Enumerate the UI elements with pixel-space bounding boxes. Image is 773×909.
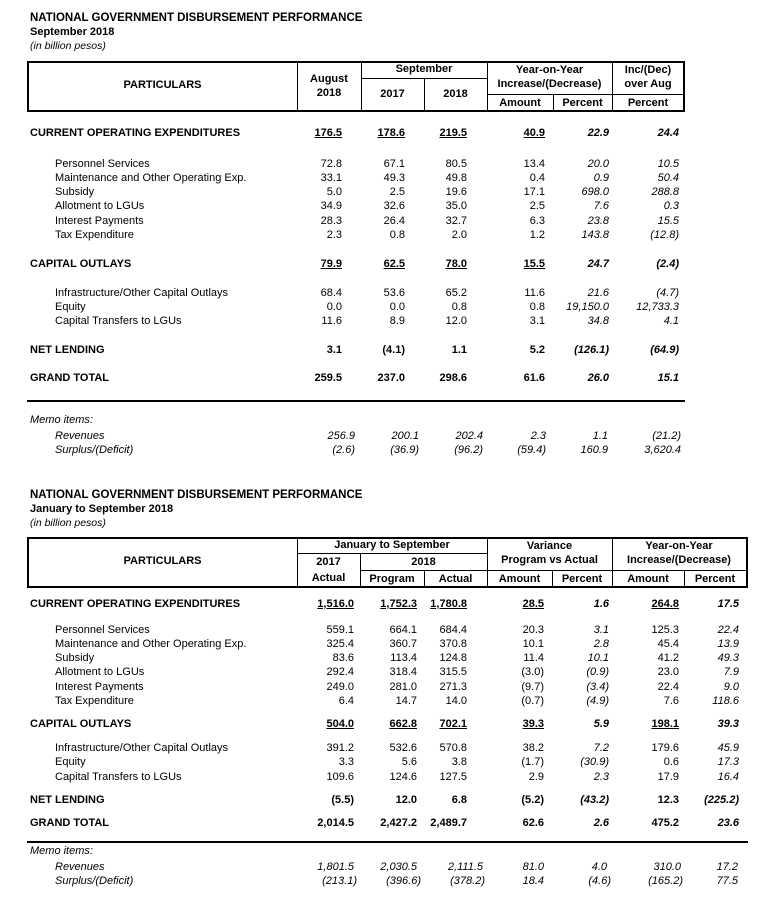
cell: 264.8 — [651, 598, 679, 610]
cell: 3.1 — [529, 315, 545, 327]
table1-row — [0, 314, 773, 328]
cell: 5.2 — [529, 344, 545, 356]
cell: 0.9 — [593, 172, 609, 184]
table1-unit: (in billion pesos) — [30, 40, 106, 52]
table2-unit: (in billion pesos) — [30, 517, 106, 529]
table2-row — [0, 816, 773, 830]
table1-row — [0, 214, 773, 228]
cell: 4.1 — [663, 315, 679, 327]
row-label: GRAND TOTAL — [30, 817, 110, 829]
cell: 559.1 — [326, 624, 354, 636]
row-label: Personnel Services — [55, 158, 150, 170]
cell: (225.2) — [704, 794, 739, 806]
cell: 2,030.5 — [380, 861, 417, 873]
table1-header-yoy: Year-on-Year — [515, 64, 584, 76]
cell: 360.7 — [389, 638, 417, 650]
cell: (378.2) — [450, 875, 485, 887]
cell: 23.6 — [717, 817, 739, 829]
cell: 0.6 — [663, 756, 679, 768]
cell: 5.9 — [593, 718, 609, 730]
table1-header-amount: Amount — [499, 97, 541, 109]
table1-title: NATIONAL GOVERNMENT DISBURSEMENT PERFORMANCE — [30, 12, 363, 24]
cell: (9.7) — [521, 681, 544, 693]
cell: (96.2) — [454, 444, 483, 456]
table2-bottom-rule — [27, 841, 748, 843]
row-label: Surplus/(Deficit) — [55, 444, 134, 456]
table1-memo-row — [0, 429, 773, 443]
row-label: Tax Expenditure — [55, 229, 134, 241]
cell: 200.1 — [391, 430, 419, 442]
cell: 35.0 — [445, 200, 467, 212]
cell: 127.5 — [439, 771, 467, 783]
cell: 475.2 — [651, 817, 679, 829]
row-label: Personnel Services — [55, 624, 150, 636]
cell: 62.5 — [383, 258, 405, 270]
row-label: Equity — [55, 301, 86, 313]
row-label: GRAND TOTAL — [30, 372, 110, 384]
cell: 12.0 — [445, 315, 467, 327]
cell: 17.2 — [716, 861, 738, 873]
cell: 318.4 — [389, 666, 417, 678]
cell: 45.4 — [657, 638, 679, 650]
cell: 6.3 — [529, 215, 545, 227]
cell: 11.6 — [524, 287, 545, 299]
cell: 249.0 — [326, 681, 354, 693]
cell: 124.8 — [439, 652, 467, 664]
table2-period: January to September 2018 — [30, 503, 174, 515]
cell: 0.8 — [451, 301, 467, 313]
cell: 2,489.7 — [430, 817, 467, 829]
row-label: Interest Payments — [55, 681, 144, 693]
cell: 4.0 — [591, 861, 607, 873]
cell: 34.8 — [587, 315, 609, 327]
table1-header-particulars: PARTICULARS — [123, 79, 202, 91]
cell: (213.1) — [322, 875, 357, 887]
row-label: CAPITAL OUTLAYS — [30, 718, 132, 730]
cell: (4.6) — [588, 875, 611, 887]
row-label: CURRENT OPERATING EXPENDITURES — [30, 127, 241, 139]
cell: 80.5 — [445, 158, 467, 170]
cell: 41.2 — [657, 652, 679, 664]
cell: 11.6 — [321, 315, 342, 327]
cell: 1.6 — [593, 598, 609, 610]
cell: (2.4) — [656, 258, 679, 270]
table2-row — [0, 793, 773, 807]
cell: 11.4 — [523, 652, 544, 664]
cell: 288.8 — [651, 186, 679, 198]
cell: 32.6 — [383, 200, 405, 212]
table1-row — [0, 228, 773, 242]
table2-header-incdec: Increase/(Decrease) — [627, 554, 731, 566]
cell: 2.6 — [593, 817, 609, 829]
cell: (165.2) — [648, 875, 683, 887]
cell: (21.2) — [652, 430, 681, 442]
cell: 125.3 — [651, 624, 679, 636]
cell: 0.3 — [663, 200, 679, 212]
cell: 325.4 — [326, 638, 354, 650]
cell: 26.0 — [587, 372, 609, 384]
cell: 1,752.3 — [380, 598, 417, 610]
cell: 77.5 — [716, 875, 738, 887]
cell: 504.0 — [326, 718, 354, 730]
cell: 2.0 — [451, 229, 467, 241]
cell: 12.3 — [657, 794, 679, 806]
cell: 61.6 — [523, 372, 545, 384]
cell: 17.5 — [717, 598, 739, 610]
cell: 1,516.0 — [317, 598, 354, 610]
cell: 15.5 — [523, 258, 545, 270]
row-label: Infrastructure/Other Capital Outlays — [55, 742, 229, 754]
cell: 49.3 — [383, 172, 405, 184]
table2-header-2017: 2017 — [316, 556, 341, 568]
cell: (0.7) — [521, 695, 544, 707]
cell: 0.4 — [529, 172, 545, 184]
cell: (36.9) — [390, 444, 419, 456]
table2-header-amount: Amount — [498, 573, 541, 585]
table2-header-pva: Program vs Actual — [501, 554, 598, 566]
cell: 2,111.5 — [447, 861, 483, 873]
cell: 1,801.5 — [317, 861, 354, 873]
cell: 0.0 — [326, 301, 342, 313]
cell: (4.7) — [656, 287, 679, 299]
table1-row — [0, 371, 773, 385]
cell: 7.9 — [723, 666, 739, 678]
cell: 179.6 — [651, 742, 679, 754]
row-label: Tax Expenditure — [55, 695, 134, 707]
cell: 83.6 — [332, 652, 354, 664]
table1-row — [0, 286, 773, 300]
table2-memo-row — [0, 874, 773, 888]
cell: 12.0 — [395, 794, 417, 806]
cell: 2.5 — [529, 200, 545, 212]
row-label: Allotment to LGUs — [55, 200, 145, 212]
row-label: Subsidy — [55, 186, 95, 198]
cell: 45.9 — [717, 742, 739, 754]
cell: 2,014.5 — [317, 817, 354, 829]
table2-memo-label: Memo items: — [30, 845, 93, 857]
table2-row — [0, 770, 773, 784]
table2-header-percent: Percent — [561, 573, 603, 585]
cell: (3.0) — [521, 666, 544, 678]
cell: (12.8) — [650, 229, 679, 241]
cell: 65.2 — [445, 287, 467, 299]
table1-header-august: August — [310, 73, 348, 85]
table2-row — [0, 680, 773, 694]
cell: 698.0 — [581, 186, 609, 198]
table1-header-september: September — [395, 63, 453, 75]
table2-row — [0, 741, 773, 755]
row-label: CURRENT OPERATING EXPENDITURES — [30, 598, 241, 610]
row-label: Maintenance and Other Operating Exp. — [55, 172, 247, 184]
row-label: Infrastructure/Other Capital Outlays — [55, 287, 229, 299]
table1-header-incdec2: Inc/(Dec) — [624, 64, 672, 76]
table1-row — [0, 185, 773, 199]
row-label: NET LENDING — [30, 794, 105, 806]
row-label: Revenues — [55, 861, 105, 873]
row-label: Subsidy — [55, 652, 95, 664]
table1-row — [0, 300, 773, 314]
cell: (3.4) — [586, 681, 609, 693]
cell: 176.5 — [314, 127, 342, 139]
cell: (30.9) — [580, 756, 609, 768]
cell: 78.0 — [445, 258, 467, 270]
table2-header-program: Program — [369, 573, 415, 585]
cell: 2.3 — [530, 430, 546, 442]
cell: 24.7 — [587, 258, 609, 270]
row-label: Surplus/(Deficit) — [55, 875, 134, 887]
table2-header-percent2: Percent — [694, 573, 736, 585]
cell: 32.7 — [445, 215, 467, 227]
cell: 49.3 — [717, 652, 739, 664]
table2-row — [0, 717, 773, 731]
cell: 15.5 — [657, 215, 679, 227]
cell: 49.8 — [445, 172, 467, 184]
cell: 684.4 — [439, 624, 467, 636]
table2-row — [0, 623, 773, 637]
cell: 12,733.3 — [636, 301, 679, 313]
cell: 3.1 — [593, 624, 609, 636]
cell: 298.6 — [439, 372, 467, 384]
cell: 22.9 — [587, 127, 609, 139]
row-label: Capital Transfers to LGUs — [55, 315, 182, 327]
cell: 26.4 — [383, 215, 405, 227]
cell: 17.9 — [657, 771, 679, 783]
cell: 8.9 — [389, 315, 405, 327]
cell: 1.1 — [592, 430, 608, 442]
cell: 1.2 — [529, 229, 545, 241]
cell: 10.5 — [657, 158, 679, 170]
cell: 79.9 — [320, 258, 342, 270]
table1-row — [0, 157, 773, 171]
cell: 1.1 — [451, 344, 467, 356]
cell: 281.0 — [389, 681, 417, 693]
cell: 3,620.4 — [644, 444, 681, 456]
table2-row — [0, 597, 773, 611]
cell: 10.1 — [587, 652, 609, 664]
cell: 219.5 — [439, 127, 467, 139]
cell: (64.9) — [650, 344, 679, 356]
table2-header-2018: 2018 — [411, 556, 436, 568]
cell: 2.5 — [389, 186, 405, 198]
cell: 20.0 — [587, 158, 609, 170]
cell: 271.3 — [439, 681, 467, 693]
table2-row — [0, 637, 773, 651]
cell: 2,427.2 — [380, 817, 417, 829]
cell: 3.8 — [451, 756, 467, 768]
table1-period: September 2018 — [30, 26, 115, 38]
row-label: Allotment to LGUs — [55, 666, 145, 678]
table2-header-variance: Variance — [526, 540, 573, 552]
cell: 40.9 — [523, 127, 545, 139]
cell: 160.9 — [580, 444, 608, 456]
table2-row — [0, 755, 773, 769]
cell: (4.9) — [586, 695, 609, 707]
cell: 10.1 — [522, 638, 544, 650]
row-label: Revenues — [55, 430, 105, 442]
cell: 21.6 — [587, 287, 609, 299]
table2-title: NATIONAL GOVERNMENT DISBURSEMENT PERFORMANCE — [30, 489, 363, 501]
table1-row — [0, 257, 773, 271]
cell: 5.0 — [326, 186, 342, 198]
cell: 3.1 — [326, 344, 342, 356]
cell: (5.2) — [521, 794, 544, 806]
cell: (2.6) — [332, 444, 355, 456]
cell: 23.0 — [657, 666, 679, 678]
cell: 17.1 — [523, 186, 545, 198]
table2-row — [0, 665, 773, 679]
cell: 664.1 — [389, 624, 417, 636]
cell: 81.0 — [522, 861, 544, 873]
table1-row — [0, 171, 773, 185]
cell: 22.4 — [717, 624, 739, 636]
cell: 6.8 — [451, 794, 467, 806]
cell: 662.8 — [389, 718, 417, 730]
cell: 14.0 — [445, 695, 467, 707]
table2-header-actual: Actual — [438, 573, 473, 585]
table1-header-percent: Percent — [562, 97, 603, 109]
table1-header-august-year: 2018 — [316, 87, 342, 99]
cell: 178.6 — [377, 127, 405, 139]
cell: 2.3 — [326, 229, 342, 241]
cell: 13.4 — [523, 158, 545, 170]
cell: 370.8 — [439, 638, 467, 650]
cell: 38.2 — [522, 742, 544, 754]
cell: (396.6) — [386, 875, 421, 887]
cell: 53.6 — [383, 287, 405, 299]
cell: (126.1) — [574, 344, 609, 356]
cell: 315.5 — [439, 666, 467, 678]
cell: 20.3 — [522, 624, 544, 636]
table2-row — [0, 651, 773, 665]
cell: 259.5 — [314, 372, 342, 384]
cell: 33.1 — [320, 172, 342, 184]
row-label: Interest Payments — [55, 215, 144, 227]
cell: (1.7) — [521, 756, 544, 768]
table1-bottom-rule — [27, 400, 685, 402]
row-label: NET LENDING — [30, 344, 105, 356]
table2-header-amount2: Amount — [627, 573, 669, 585]
cell: 68.4 — [320, 287, 342, 299]
cell: 67.1 — [383, 158, 405, 170]
cell: 0.8 — [529, 301, 545, 313]
cell: 13.9 — [717, 638, 739, 650]
cell: 7.2 — [593, 742, 609, 754]
cell: 124.6 — [389, 771, 417, 783]
table2-header-particulars: PARTICULARS — [123, 555, 202, 567]
cell: 18.4 — [522, 875, 544, 887]
cell: 256.9 — [327, 430, 355, 442]
row-label: Maintenance and Other Operating Exp. — [55, 638, 247, 650]
cell: 9.0 — [723, 681, 739, 693]
cell: 109.6 — [326, 771, 354, 783]
cell: 19.6 — [445, 186, 467, 198]
cell: 198.1 — [651, 718, 679, 730]
cell: (0.9) — [586, 666, 609, 678]
cell: 0.0 — [389, 301, 405, 313]
cell: 6.4 — [338, 695, 354, 707]
cell: 17.3 — [717, 756, 739, 768]
cell: 702.1 — [439, 718, 467, 730]
cell: 19,150.0 — [566, 301, 609, 313]
table1-header-2018: 2018 — [443, 88, 468, 100]
table1-header-percent2: Percent — [627, 97, 669, 109]
row-label: Equity — [55, 756, 86, 768]
cell: 202.4 — [455, 430, 483, 442]
cell: 24.4 — [657, 127, 679, 139]
cell: 292.4 — [326, 666, 354, 678]
cell: 2.8 — [593, 638, 609, 650]
cell: 7.6 — [663, 695, 679, 707]
cell: 14.7 — [395, 695, 417, 707]
cell: 237.0 — [377, 372, 405, 384]
table1-row — [0, 343, 773, 357]
table2-memo-row — [0, 860, 773, 874]
cell: (5.5) — [331, 794, 354, 806]
cell: (43.2) — [580, 794, 609, 806]
table1-header-incdec: Increase/(Decrease) — [497, 78, 602, 90]
table2-header-2017-actual: Actual — [311, 572, 346, 584]
table2-header-jansep: January to September — [334, 539, 450, 551]
cell: 28.5 — [522, 598, 544, 610]
cell: 23.8 — [587, 215, 609, 227]
cell: 28.3 — [320, 215, 342, 227]
cell: 72.8 — [320, 158, 342, 170]
table1-memo-label: Memo items: — [30, 414, 93, 426]
cell: 7.6 — [593, 200, 609, 212]
cell: (59.4) — [517, 444, 546, 456]
cell: 62.6 — [522, 817, 544, 829]
cell: 3.3 — [338, 756, 354, 768]
cell: (4.1) — [382, 344, 405, 356]
table1-header-2017: 2017 — [380, 88, 405, 100]
cell: 118.6 — [712, 695, 739, 707]
cell: 143.8 — [581, 229, 609, 241]
cell: 2.9 — [528, 771, 544, 783]
row-label: CAPITAL OUTLAYS — [30, 258, 132, 270]
row-label: Capital Transfers to LGUs — [55, 771, 182, 783]
cell: 532.6 — [389, 742, 417, 754]
cell: 15.1 — [657, 372, 679, 384]
cell: 50.4 — [657, 172, 679, 184]
table2-header-yoy: Year-on-Year — [645, 540, 713, 552]
table2-row — [0, 694, 773, 708]
cell: 0.8 — [389, 229, 405, 241]
cell: 1,780.8 — [430, 598, 467, 610]
table1-header-overaug: over Aug — [624, 78, 672, 90]
table1-row — [0, 199, 773, 213]
cell: 34.9 — [320, 200, 342, 212]
table1-memo-row — [0, 443, 773, 457]
table1-row — [0, 126, 773, 140]
cell: 2.3 — [593, 771, 609, 783]
cell: 39.3 — [522, 718, 544, 730]
cell: 570.8 — [439, 742, 467, 754]
cell: 391.2 — [326, 742, 354, 754]
cell: 113.4 — [390, 652, 417, 664]
cell: 5.6 — [401, 756, 417, 768]
cell: 39.3 — [717, 718, 739, 730]
cell: 16.4 — [717, 771, 739, 783]
cell: 22.4 — [657, 681, 679, 693]
cell: 310.0 — [653, 861, 681, 873]
